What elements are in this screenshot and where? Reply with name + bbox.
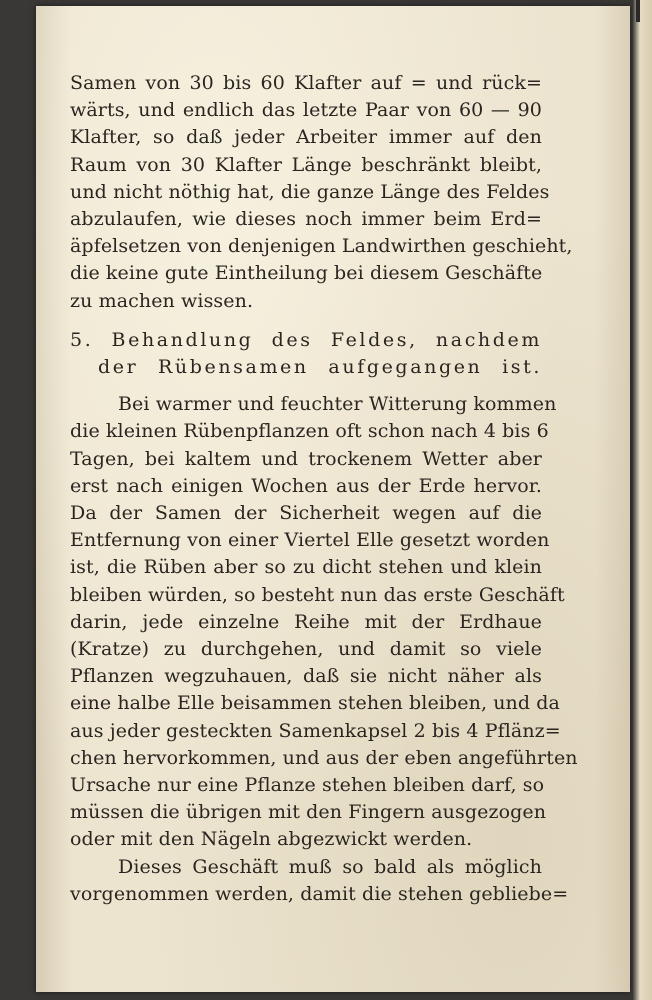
text-line: chen hervorkommen, und aus der eben angeführten: [70, 746, 578, 769]
text-line: und nicht nöthig hat, die ganze Länge des Feldes: [70, 180, 550, 203]
text-line: die keine gute Eintheilung bei diesem Geschäfte: [70, 262, 543, 285]
text-line: wärts, und endlich das letzte Paar von 60 — 90: [70, 99, 542, 122]
text-line: zu machen wissen.: [70, 289, 254, 312]
heading-line: der Rübensamen aufgegangen ist.: [98, 356, 542, 379]
text-line: oder mit den Nägeln abgezwickt werden.: [70, 828, 473, 851]
text-line: müssen die übrigen mit den Fingern ausgezogen: [70, 801, 547, 824]
text-line: bleiben würden, so besteht nun das erste Geschäft: [70, 583, 565, 606]
text-line: ist, die Rüben aber so zu dicht stehen und klein: [70, 556, 542, 579]
text-line: Tagen, bei kaltem und trockenem Wetter aber: [70, 447, 542, 470]
text-line: Bei warmer und feuchter Witterung kommen: [118, 393, 557, 416]
text-line: Da der Samen der Sicherheit wegen auf die: [70, 502, 542, 525]
text-line: die kleinen Rübenpflanzen oft schon nach 4 bis 6: [70, 420, 549, 443]
text-line: erst nach einigen Wochen aus der Erde hervor.: [70, 474, 542, 497]
text-line: Ursache nur eine Pflanze stehen bleiben darf, so: [70, 774, 545, 797]
text-line: vorgenommen werden, damit die stehen gebliebe=: [70, 882, 569, 905]
section-heading: [70, 327, 542, 381]
text-line: eine halbe Elle beisammen stehen bleiben, und da: [70, 692, 560, 715]
adjacent-page-edge: [632, 0, 652, 1000]
text-line: darin, jede einzelne Reihe mit der Erdhaue: [70, 610, 542, 633]
heading-line: 5. Behandlung des Feldes, nachdem: [70, 328, 542, 351]
text-line: Samen von 30 bis 60 Klafter auf = und rück=: [70, 72, 542, 94]
continued-paragraph: [70, 70, 573, 315]
paragraph: [70, 854, 569, 908]
text-line: äpfelsetzen von denjenigen Landwirthen geschieht,: [70, 235, 573, 258]
text-line: aus jeder gesteckten Samenkapsel 2 bis 4 Pflänz=: [70, 719, 561, 742]
text-line: (Kratze) zu durchgehen, und damit so viele: [70, 638, 542, 661]
text-line: Dieses Geschäft muß so bald als möglich: [118, 855, 542, 878]
text-line: Entfernung von einer Viertel Elle gesetzt worden: [70, 529, 550, 552]
page-edge-gap: [636, 0, 640, 22]
paragraph: [70, 391, 578, 853]
text-line: Pflanzen wegzuhauen, daß sie nicht näher als: [70, 665, 542, 688]
text-line: Raum von 30 Klafter Länge beschränkt bleibt,: [70, 153, 542, 176]
text-line: Klafter, so daß jeder Arbeiter immer auf den: [70, 126, 542, 149]
text-line: abzulaufen, wie dieses noch immer beim Erd=: [70, 208, 542, 231]
page-text: [70, 70, 578, 908]
